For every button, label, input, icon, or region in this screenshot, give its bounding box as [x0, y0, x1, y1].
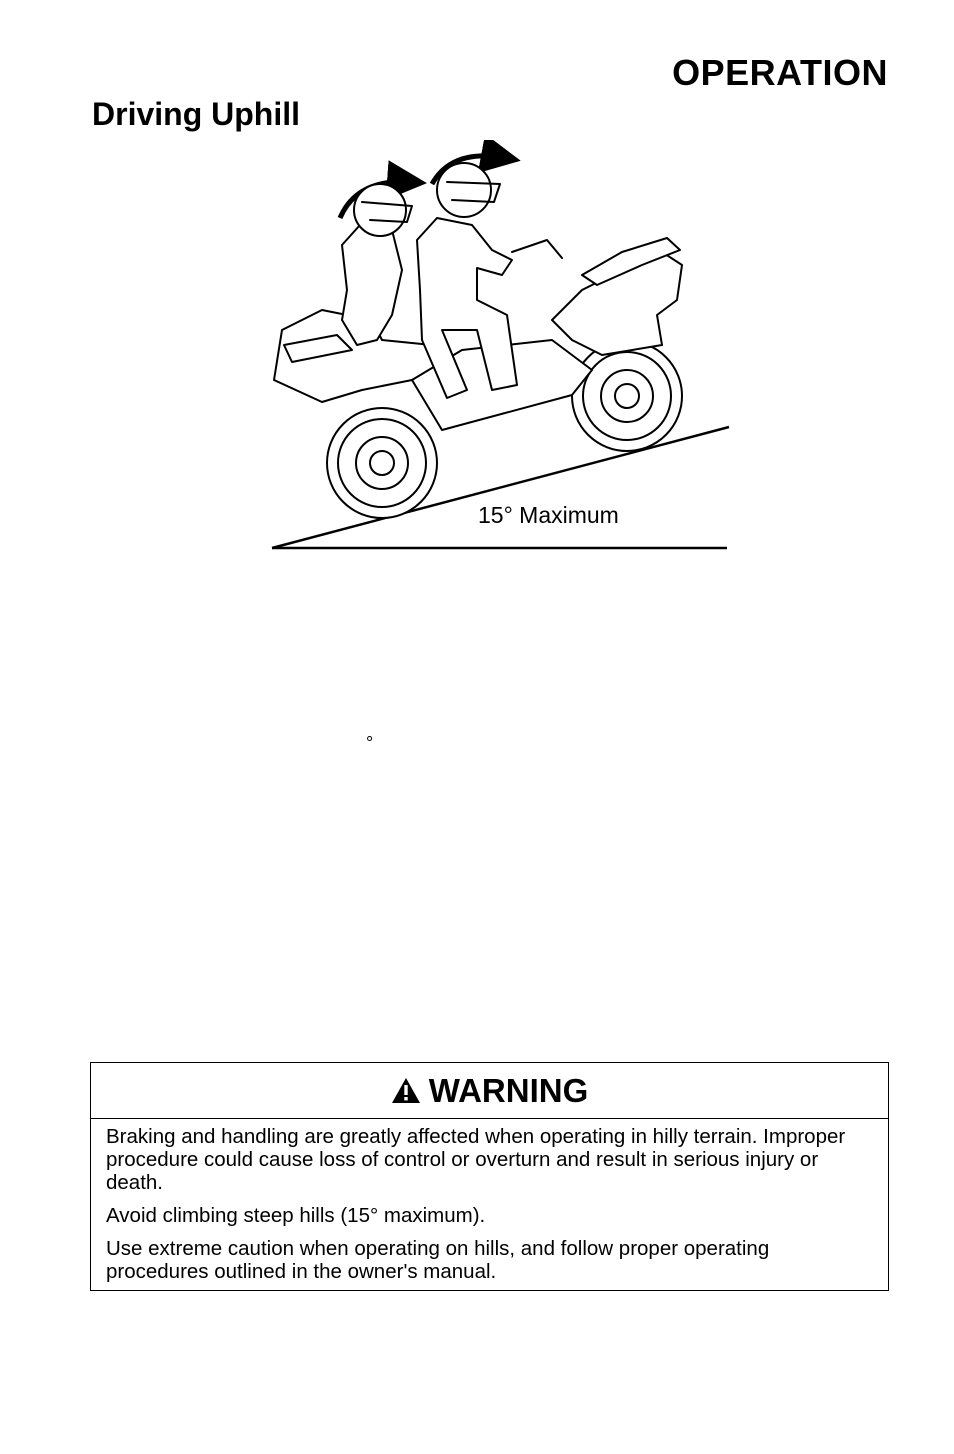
warning-paragraph: Avoid climbing steep hills (15° maximum). — [106, 1204, 486, 1227]
page-heading: Driving Uphill — [92, 96, 300, 132]
warning-paragraph: Braking and handling are greatly affected when operating in hilly terrain. Improper procedure could cause loss of control or overturn and result in serious injury or death. — [106, 1125, 846, 1194]
uphill-illustration — [262, 140, 742, 565]
warning-box — [90, 1062, 889, 1291]
atv-with-riders-icon — [274, 163, 682, 518]
figure-caption: 15° Maximum — [478, 502, 619, 528]
warning-triangle-icon — [391, 1077, 421, 1104]
warning-body — [91, 1119, 888, 1283]
section-title: OPERATION — [672, 52, 888, 93]
warning-header — [91, 1063, 888, 1119]
warning-title: WARNING — [428, 1071, 589, 1109]
degree-symbol: ° — [366, 733, 374, 753]
warning-paragraph: Use extreme caution when operating on hills, and follow proper operating procedures outlined in the owner's manual. — [106, 1237, 770, 1283]
